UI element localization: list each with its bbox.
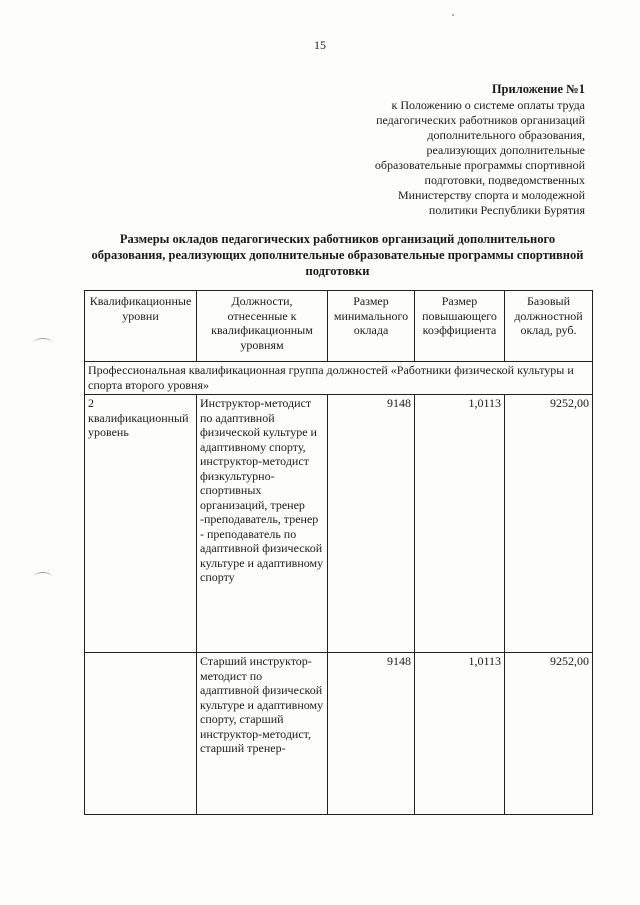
annex-line: политики Республики Бурятия bbox=[428, 203, 585, 217]
document-title bbox=[75, 231, 600, 279]
header-base-salary: Базовый должностной оклад, руб. bbox=[505, 291, 593, 362]
table-group-row bbox=[85, 362, 593, 395]
title-line: подготовки bbox=[305, 264, 370, 278]
title-line: Размеры окладов педагогических работников организаций дополнительного bbox=[119, 232, 556, 246]
cell-coefficient: 1,0113 bbox=[415, 395, 505, 653]
cell-level: 2 квалификационный уровень bbox=[85, 395, 197, 653]
group-title: Профессиональная квалификационная группа должностей «Работники физической культуры и спорта второго уровня» bbox=[85, 362, 593, 395]
title-line: образования, реализующих дополнительные образовательные программы спортивной bbox=[91, 248, 584, 262]
page-number: 15 bbox=[314, 38, 326, 52]
table-row bbox=[85, 653, 593, 815]
annex-line: образовательные программы спортивной bbox=[374, 158, 585, 172]
annex-block bbox=[325, 82, 585, 218]
annex-title: Приложение №1 bbox=[491, 82, 585, 96]
annex-line: к Положению о системе оплаты труда bbox=[391, 98, 585, 112]
scan-speck bbox=[452, 14, 454, 16]
header-coefficient: Размер повышающего коэффициента bbox=[415, 291, 505, 362]
annex-line: реализующих дополнительные bbox=[426, 143, 585, 157]
cell-min-salary: 9148 bbox=[328, 653, 415, 815]
cell-level bbox=[85, 653, 197, 815]
cell-base-salary: 9252,00 bbox=[505, 395, 593, 653]
cell-positions: Инструктор-методист по адаптивной физической культуре и адаптивному спорту, инструктор-методист физкультурно-спортивных организаций, тренер -преподаватель, тренер - преподаватель по адаптивной физической культуре и адаптивному спорту bbox=[197, 395, 328, 653]
cell-coefficient: 1,0113 bbox=[415, 653, 505, 815]
table-row bbox=[85, 395, 593, 653]
annex-line: подготовки, подведомственных bbox=[424, 173, 585, 187]
cell-positions: Старший инструктор-методист по адаптивной физической культуре и адаптивному спорту, старший инструктор-методист, старший тренер- bbox=[197, 653, 328, 815]
cell-base-salary: 9252,00 bbox=[505, 653, 593, 815]
table-header-row bbox=[85, 291, 593, 362]
scan-margin-mark bbox=[34, 338, 52, 347]
header-qualification-level: Квалификационные уровни bbox=[85, 291, 197, 362]
annex-line: Министерству спорта и молодежной bbox=[397, 188, 585, 202]
annex-line: дополнительного образования, bbox=[427, 128, 585, 142]
header-min-salary: Размер минимального оклада bbox=[328, 291, 415, 362]
header-positions: Должности, отнесенные к квалификационным уровням bbox=[197, 291, 328, 362]
cell-min-salary: 9148 bbox=[328, 395, 415, 653]
scan-margin-mark bbox=[34, 572, 52, 581]
salary-table bbox=[84, 290, 593, 815]
annex-line: педагогических работников организаций bbox=[376, 113, 585, 127]
